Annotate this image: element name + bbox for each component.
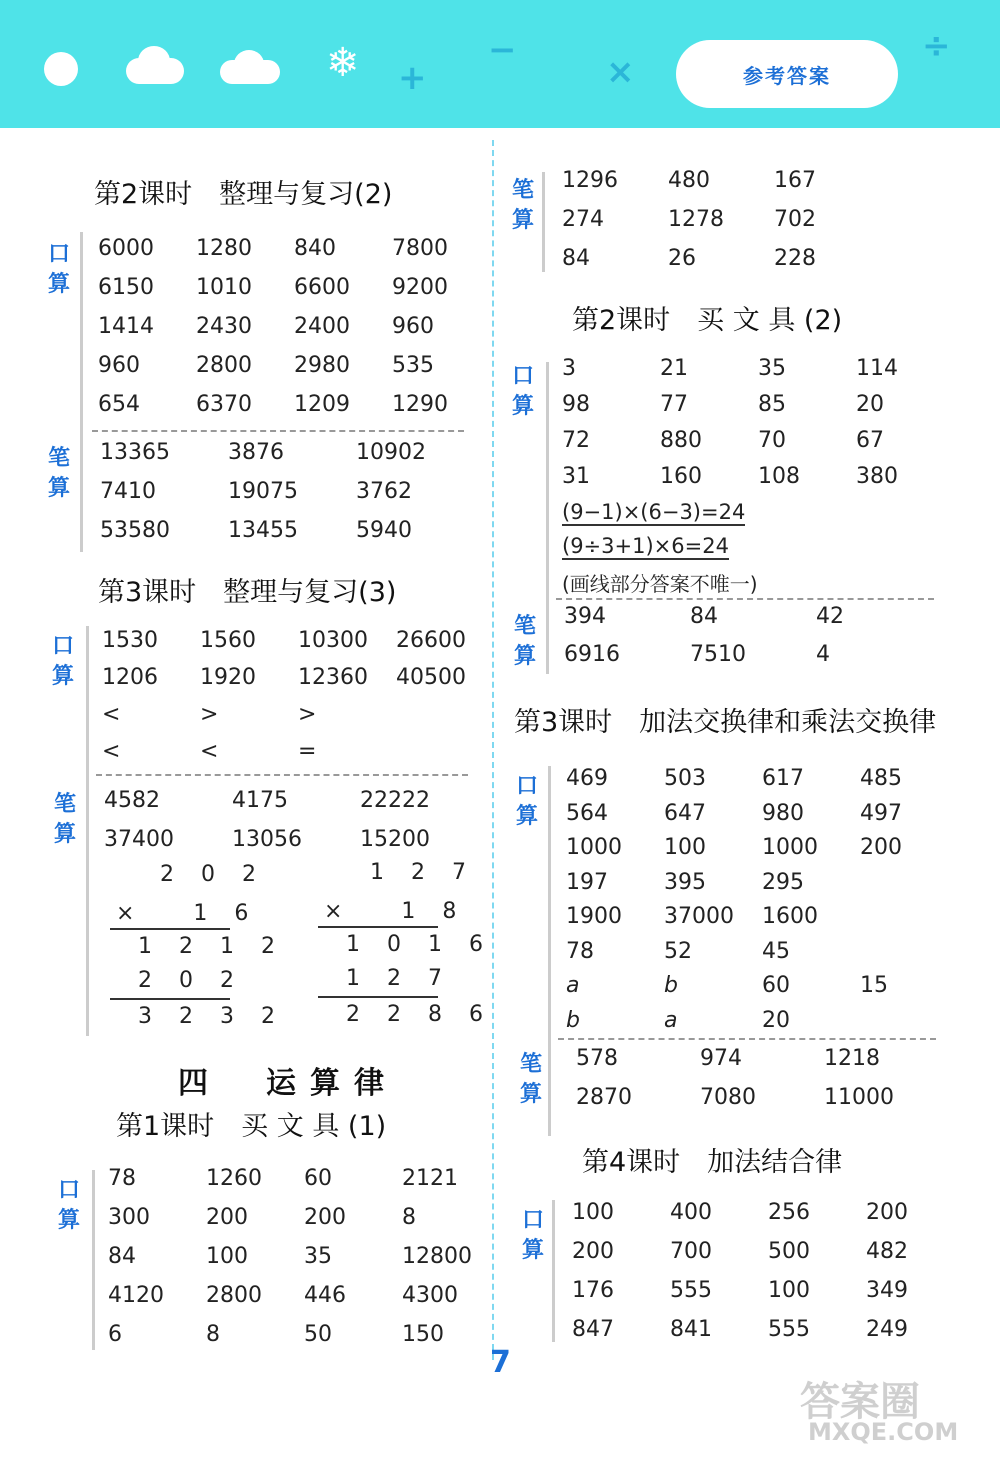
answer-row	[108, 1244, 500, 1283]
answer-cell: 880	[660, 428, 702, 453]
answer-cell: 26600	[396, 628, 466, 653]
answer-cell: 3	[562, 356, 576, 381]
answer-cell: 98	[562, 392, 590, 417]
kousuan-label: 口算	[515, 774, 538, 829]
answer-cell: b	[566, 1007, 580, 1033]
answer-cell: 7410	[100, 479, 156, 504]
answer-cell: 20	[856, 392, 884, 417]
answer-cell: 960	[98, 353, 140, 378]
answer-grid	[564, 604, 942, 680]
answer-cell: 13056	[232, 827, 302, 852]
answer-cell: 4582	[104, 788, 160, 813]
unit-title: 四 运算律	[178, 1066, 398, 1101]
answer-cell: 176	[572, 1278, 614, 1303]
answer-cell: 150	[402, 1322, 444, 1347]
answer-cell: 200	[860, 835, 902, 860]
margin-bar	[92, 1170, 95, 1350]
answer-cell: 100	[572, 1200, 614, 1225]
answer-cell: 7800	[392, 236, 448, 261]
minus-icon: −	[488, 30, 517, 70]
answer-cell: 70	[758, 428, 786, 453]
answer-cell: 482	[866, 1239, 908, 1264]
answer-cell: 503	[664, 766, 706, 791]
answer-cell: 8	[206, 1322, 220, 1347]
answer-cell: <	[102, 739, 121, 764]
answer-cell: 654	[98, 392, 140, 417]
answer-row	[98, 392, 490, 431]
answer-row	[108, 1283, 500, 1322]
kousuan-label: 口算	[51, 634, 74, 689]
answer-cell: 980	[762, 800, 804, 826]
section-title: 第4课时 加法结合律	[582, 1147, 843, 1178]
answer-cell: 295	[762, 869, 804, 895]
answer-cell: 394	[564, 604, 606, 629]
kousuan-label: 口算	[521, 1208, 544, 1263]
answer-cell: 2400	[294, 314, 350, 339]
plus-icon: +	[398, 58, 427, 98]
answer-cell: 37000	[664, 904, 734, 929]
answer-cell: 400	[670, 1200, 712, 1225]
answer-cell: <	[102, 702, 121, 727]
answer-row	[562, 207, 880, 246]
answer-cell: 53580	[100, 518, 170, 543]
kousuan-label: 口算	[47, 242, 70, 297]
answer-row	[562, 464, 954, 500]
answer-cell: 60	[762, 973, 790, 998]
answer-cell: 167	[774, 168, 816, 193]
answer-grid	[104, 788, 488, 866]
answer-cell: 52	[664, 938, 692, 964]
answer-cell: <	[200, 739, 219, 764]
sun-icon	[44, 52, 78, 86]
answer-row	[102, 628, 494, 665]
answer-cell: 26	[668, 246, 696, 271]
answer-cell: 21	[660, 356, 688, 381]
answer-cell: 535	[392, 353, 434, 378]
answer-grid	[576, 1046, 948, 1124]
answer-row	[98, 275, 490, 314]
answer-cell: 13455	[228, 518, 298, 543]
answer-row	[102, 702, 494, 739]
answer-cell: 108	[758, 464, 800, 489]
header-banner	[0, 0, 1000, 128]
answer-cell: 50	[304, 1322, 332, 1347]
times-icon: ×	[606, 52, 635, 92]
answer-cell: 42	[816, 604, 844, 629]
answer-row	[572, 1239, 964, 1278]
answer-row	[104, 788, 488, 827]
dashed-separator	[558, 1038, 936, 1040]
answer-cell: 197	[566, 869, 608, 895]
answer-cell: a	[566, 973, 580, 998]
answer-cell: 2800	[196, 353, 252, 378]
answer-cell: 1206	[102, 665, 158, 690]
answer-cell: 300	[108, 1205, 150, 1230]
answer-cell: 840	[294, 236, 336, 261]
answer-cell: 7510	[690, 642, 746, 667]
answer-cell: 78	[566, 938, 594, 964]
section-title: 第2课时 买 文 具 (2)	[572, 305, 843, 336]
dashed-separator	[92, 430, 464, 432]
answer-cell: 485	[860, 766, 902, 791]
answer-row	[572, 1278, 964, 1317]
bisuan-label: 笔算	[53, 792, 76, 847]
answer-cell: 380	[856, 464, 898, 489]
answer-cell: b	[664, 973, 678, 998]
answer-cell: 1414	[98, 314, 154, 339]
answer-cell: 6150	[98, 275, 154, 300]
answer-row	[98, 236, 490, 275]
answer-cell: 469	[566, 766, 608, 791]
answer-grid	[572, 1200, 964, 1356]
bisuan-label: 笔算	[511, 178, 534, 233]
answer-cell: =	[298, 739, 317, 764]
answer-row	[562, 392, 954, 428]
answer-cell: 395	[664, 869, 706, 895]
answer-cell: 497	[860, 800, 902, 826]
answer-cell: 1290	[392, 392, 448, 417]
answer-cell: 974	[700, 1046, 742, 1071]
snowflake-icon: ❄	[326, 40, 360, 86]
answer-cell: 841	[670, 1317, 712, 1342]
answer-row	[98, 314, 490, 353]
answer-cell: 1260	[206, 1166, 262, 1191]
answer-cell: 6600	[294, 275, 350, 300]
answer-cell: 77	[660, 392, 688, 417]
answer-cell: 20	[762, 1007, 790, 1033]
answer-cell: 160	[660, 464, 702, 489]
margin-bar	[552, 1200, 555, 1342]
answer-cell: a	[664, 1007, 678, 1033]
answer-cell: 1010	[196, 275, 252, 300]
bisuan-label: 笔算	[513, 614, 536, 669]
answer-cell: 67	[856, 428, 884, 453]
answer-badge: 参考答案	[676, 40, 898, 108]
answer-cell: 647	[664, 800, 706, 826]
answer-cell: 19075	[228, 479, 298, 504]
margin-bar	[542, 172, 545, 272]
divide-icon: ÷	[922, 26, 951, 66]
kousuan-label: 口算	[57, 1178, 80, 1233]
answer-row	[572, 1200, 964, 1239]
answer-cell: 60	[304, 1166, 332, 1191]
answer-row	[562, 168, 880, 207]
answer-grid	[562, 356, 954, 500]
answer-row	[108, 1322, 500, 1361]
margin-bar	[80, 232, 83, 552]
answer-row	[100, 440, 484, 479]
answer-cell: 200	[206, 1205, 248, 1230]
answer-row	[566, 801, 958, 836]
answer-cell: 256	[768, 1200, 810, 1225]
answer-cell: 9200	[392, 275, 448, 300]
answer-cell: 15200	[360, 827, 430, 852]
answer-cell: 8	[402, 1205, 416, 1230]
answer-row	[566, 904, 958, 939]
expression: (9÷3+1)×6=24	[562, 534, 729, 558]
answer-cell: 6916	[564, 642, 620, 667]
answer-cell: 249	[866, 1317, 908, 1342]
answer-cell: 2430	[196, 314, 252, 339]
answer-cell: 1000	[762, 835, 818, 860]
answer-row	[562, 246, 880, 285]
answer-grid	[100, 440, 484, 557]
answer-cell: 847	[572, 1317, 614, 1342]
answer-cell: 1209	[294, 392, 350, 417]
answer-row	[566, 835, 958, 870]
note: (画线部分答案不唯一)	[562, 572, 758, 596]
answer-cell: 578	[576, 1046, 618, 1071]
answer-row	[576, 1046, 948, 1085]
answer-cell: 78	[108, 1166, 136, 1191]
answer-row	[100, 518, 484, 557]
section-title: 第2课时 整理与复习(2)	[94, 179, 393, 210]
answer-cell: 564	[566, 800, 608, 826]
margin-bar	[86, 626, 89, 1036]
answer-cell: 1278	[668, 207, 724, 232]
answer-cell: 555	[768, 1317, 810, 1342]
answer-cell	[860, 939, 958, 974]
page-number: 7	[490, 1345, 511, 1380]
answer-cell: 85	[758, 392, 786, 417]
answer-cell: 446	[304, 1283, 346, 1308]
answer-cell: 349	[866, 1278, 908, 1303]
answer-cell: 45	[762, 938, 790, 964]
answer-cell: 200	[304, 1205, 346, 1230]
answer-row	[100, 479, 484, 518]
watermark-url: MXQE.COM	[808, 1418, 959, 1446]
answer-cell: >	[200, 702, 219, 727]
answer-grid	[102, 628, 494, 776]
bisuan-label: 笔算	[519, 1052, 542, 1107]
answer-row	[572, 1317, 964, 1356]
answer-row	[566, 939, 958, 974]
answer-cell	[860, 904, 958, 939]
answer-cell: 1600	[762, 904, 818, 929]
answer-cell: 555	[670, 1278, 712, 1303]
answer-cell: 2800	[206, 1283, 262, 1308]
answer-row	[102, 665, 494, 702]
answer-cell: 1900	[566, 904, 622, 929]
answer-row	[108, 1166, 500, 1205]
answer-cell: 13365	[100, 440, 170, 465]
answer-cell: 700	[670, 1239, 712, 1264]
answer-cell: 37400	[104, 827, 174, 852]
answer-cell: 40500	[396, 665, 466, 690]
answer-cell: 6	[108, 1322, 122, 1347]
answer-cell: 5940	[356, 518, 412, 543]
answer-cell: 3876	[228, 440, 284, 465]
answer-cell: 617	[762, 766, 804, 791]
answer-row	[566, 870, 958, 905]
answer-row	[98, 353, 490, 392]
answer-cell: 35	[758, 356, 786, 381]
dashed-separator	[556, 598, 934, 600]
answer-row	[108, 1205, 500, 1244]
answer-cell: 200	[866, 1200, 908, 1225]
answer-row	[562, 356, 954, 392]
answer-grid	[108, 1166, 500, 1361]
answer-row	[566, 1008, 958, 1043]
answer-cell: 12360	[298, 665, 368, 690]
answer-cell: 12800	[402, 1244, 472, 1269]
answer-cell: 22222	[360, 788, 430, 813]
answer-cell: 1218	[824, 1046, 880, 1071]
answer-cell: 1280	[196, 236, 252, 261]
answer-cell: 7080	[700, 1085, 756, 1110]
answer-cell: 84	[108, 1244, 136, 1269]
answer-cell	[860, 870, 958, 905]
answer-cell: 72	[562, 428, 590, 453]
answer-cell: 15	[860, 973, 888, 998]
answer-cell	[396, 739, 494, 776]
answer-cell: 2870	[576, 1085, 632, 1110]
answer-cell: 4175	[232, 788, 288, 813]
answer-cell: 10300	[298, 628, 368, 653]
answer-cell: 84	[690, 604, 718, 629]
answer-cell: 1560	[200, 628, 256, 653]
answer-cell: 274	[562, 207, 604, 232]
answer-cell: 100	[768, 1278, 810, 1303]
answer-row	[576, 1085, 948, 1124]
answer-cell: 6370	[196, 392, 252, 417]
answer-cell	[396, 702, 494, 739]
margin-bar	[546, 362, 549, 674]
answer-cell: 10902	[356, 440, 426, 465]
dashed-separator	[96, 774, 468, 776]
answer-cell: 2121	[402, 1166, 458, 1191]
kousuan-label: 口算	[511, 364, 534, 419]
section-title: 第1课时 买 文 具 (1)	[116, 1111, 387, 1142]
expression: (9−1)×(6−3)=24	[562, 500, 746, 524]
answer-cell: 31	[562, 464, 590, 489]
section-title: 第3课时 整理与复习(3)	[98, 577, 397, 608]
answer-row	[564, 642, 942, 680]
answer-cell: 702	[774, 207, 816, 232]
answer-row	[102, 739, 494, 776]
answer-cell: 1530	[102, 628, 158, 653]
answer-row	[566, 766, 958, 801]
bisuan-label: 笔算	[47, 446, 70, 501]
answer-cell: 35	[304, 1244, 332, 1269]
section-title: 第3课时 加法交换律和乘法交换律	[514, 707, 937, 738]
answer-cell: 4120	[108, 1283, 164, 1308]
answer-cell: 228	[774, 246, 816, 271]
answer-grid	[566, 766, 958, 1042]
answer-cell: 3762	[356, 479, 412, 504]
answer-cell: 1920	[200, 665, 256, 690]
answer-cell: 1296	[562, 168, 618, 193]
answer-cell: 4300	[402, 1283, 458, 1308]
answer-row	[564, 604, 942, 642]
answer-cell: 100	[664, 835, 706, 860]
answer-cell: >	[298, 702, 317, 727]
answer-grid	[562, 168, 880, 285]
answer-cell: 480	[668, 168, 710, 193]
answer-cell: 200	[572, 1239, 614, 1264]
watermark-logo: 答案圈	[800, 1379, 920, 1425]
answer-cell: 4	[816, 642, 830, 667]
answer-cell: 100	[206, 1244, 248, 1269]
answer-cell	[860, 1008, 958, 1043]
answer-row	[562, 428, 954, 464]
answer-cell: 114	[856, 356, 898, 381]
answer-grid	[98, 236, 490, 431]
answer-cell: 2980	[294, 353, 350, 378]
answer-cell: 1000	[566, 835, 622, 860]
answer-cell: 6000	[98, 236, 154, 261]
answer-row	[566, 973, 958, 1008]
margin-bar	[548, 766, 551, 1136]
answer-cell: 84	[562, 246, 590, 271]
answer-cell: 500	[768, 1239, 810, 1264]
answer-cell: 960	[392, 314, 434, 339]
answer-cell: 11000	[824, 1085, 894, 1110]
